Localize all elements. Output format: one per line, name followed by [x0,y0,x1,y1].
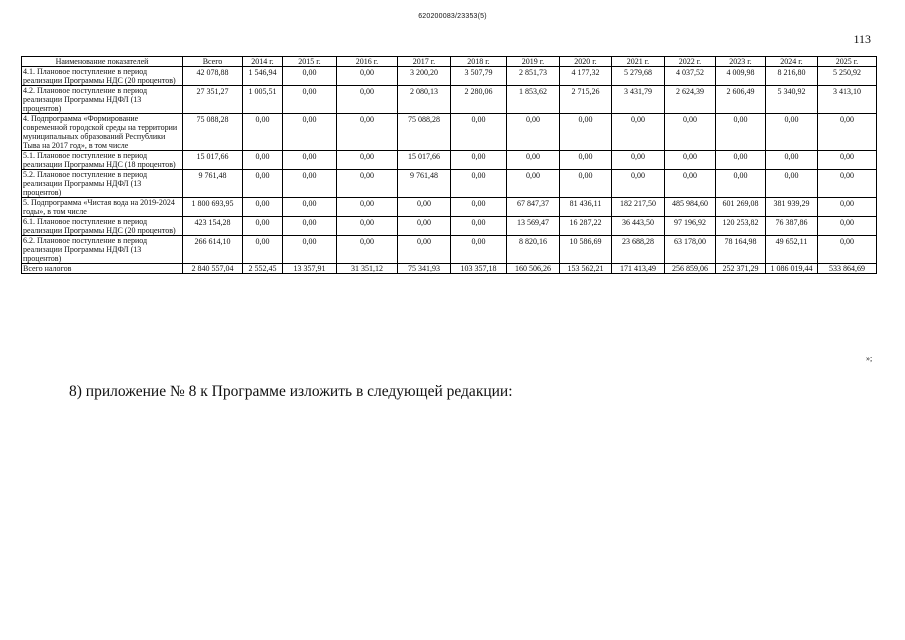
column-header: 2021 г. [612,57,665,67]
row-label: 5. Подпрограмма «Чистая вода на 2019-2024 годы», в том числе [22,198,183,217]
value-cell: 0,00 [337,67,398,86]
row-label: 6.1. Плановое поступление в период реализации Программы НДС (20 процентов) [22,217,183,236]
column-header: 2017 г. [398,57,451,67]
column-header: 2025 г. [818,57,877,67]
value-cell: 16 287,22 [560,217,612,236]
value-cell: 0,00 [337,114,398,151]
value-cell: 0,00 [283,151,337,170]
value-cell: 0,00 [243,170,283,198]
value-cell: 103 357,18 [451,264,507,274]
value-cell: 0,00 [243,236,283,264]
value-cell: 2 851,73 [507,67,560,86]
value-cell: 256 859,06 [665,264,716,274]
value-cell: 78 164,98 [716,236,766,264]
row-label: 4.2. Плановое поступление в период реализации Программы НДФЛ (13 процентов) [22,86,183,114]
value-cell: 0,00 [818,217,877,236]
value-cell: 0,00 [766,151,818,170]
value-cell: 5 340,92 [766,86,818,114]
column-header: 2018 г. [451,57,507,67]
value-cell: 2 715,26 [560,86,612,114]
value-cell: 75 088,28 [183,114,243,151]
table-row [22,198,877,217]
value-cell: 0,00 [283,217,337,236]
value-cell: 13 357,91 [283,264,337,274]
value-cell: 0,00 [283,86,337,114]
value-cell: 0,00 [337,217,398,236]
value-cell: 0,00 [451,170,507,198]
value-cell: 0,00 [612,114,665,151]
value-cell: 0,00 [451,114,507,151]
value-cell: 601 269,08 [716,198,766,217]
row-label: 6.2. Плановое поступление в период реализации Программы НДФЛ (13 процентов) [22,236,183,264]
value-cell: 0,00 [451,217,507,236]
value-cell: 0,00 [766,170,818,198]
closing-quote-mark: »; [866,354,873,363]
value-cell: 0,00 [243,151,283,170]
value-cell: 485 984,60 [665,198,716,217]
value-cell: 3 200,20 [398,67,451,86]
column-header: 2023 г. [716,57,766,67]
value-cell: 0,00 [398,236,451,264]
value-cell: 182 217,50 [612,198,665,217]
column-header: 2016 г. [337,57,398,67]
column-header: Всего [183,57,243,67]
value-cell: 120 253,82 [716,217,766,236]
column-header: 2024 г. [766,57,818,67]
value-cell: 3 507,79 [451,67,507,86]
value-cell: 1 086 019,44 [766,264,818,274]
value-cell: 8 216,80 [766,67,818,86]
value-cell: 0,00 [398,217,451,236]
value-cell: 0,00 [716,151,766,170]
value-cell: 160 506,26 [507,264,560,274]
value-cell: 2 606,49 [716,86,766,114]
value-cell: 0,00 [337,151,398,170]
value-cell: 0,00 [766,114,818,151]
document-code: 620200083/23353(5) [418,13,487,20]
table-body [22,67,877,274]
value-cell: 0,00 [337,86,398,114]
value-cell: 0,00 [665,151,716,170]
value-cell: 0,00 [818,114,877,151]
value-cell: 0,00 [507,151,560,170]
value-cell: 171 413,49 [612,264,665,274]
value-cell: 381 939,29 [766,198,818,217]
value-cell: 36 443,50 [612,217,665,236]
value-cell: 2 840 557,04 [183,264,243,274]
value-cell: 252 371,29 [716,264,766,274]
value-cell: 0,00 [716,114,766,151]
value-cell: 0,00 [665,114,716,151]
value-cell: 1 853,62 [507,86,560,114]
table-row [22,151,877,170]
value-cell: 15 017,66 [398,151,451,170]
value-cell: 9 761,48 [398,170,451,198]
value-cell: 0,00 [283,236,337,264]
column-header: 2015 г. [283,57,337,67]
value-cell: 0,00 [283,198,337,217]
row-label: 5.2. Плановое поступление в период реализации Программы НДФЛ (13 процентов) [22,170,183,198]
total-row [22,264,877,274]
value-cell: 5 279,68 [612,67,665,86]
value-cell: 0,00 [612,170,665,198]
value-cell: 10 586,69 [560,236,612,264]
value-cell: 0,00 [451,151,507,170]
value-cell: 0,00 [665,170,716,198]
value-cell: 75 088,28 [398,114,451,151]
value-cell: 0,00 [560,170,612,198]
value-cell: 31 351,12 [337,264,398,274]
table-row [22,217,877,236]
value-cell: 3 431,79 [612,86,665,114]
value-cell: 81 436,11 [560,198,612,217]
row-label: 5.1. Плановое поступление в период реализации Программы НДС (18 процентов) [22,151,183,170]
value-cell: 4 177,32 [560,67,612,86]
table-header-row [22,57,877,67]
value-cell: 42 078,88 [183,67,243,86]
column-header: Наименование показателей [22,57,183,67]
value-cell: 0,00 [283,114,337,151]
value-cell: 27 351,27 [183,86,243,114]
value-cell: 15 017,66 [183,151,243,170]
table-row [22,170,877,198]
page-number: 113 [853,32,871,46]
column-header: 2022 г. [665,57,716,67]
table-row [22,86,877,114]
value-cell: 2 080,13 [398,86,451,114]
value-cell: 97 196,92 [665,217,716,236]
column-header: 2014 г. [243,57,283,67]
value-cell: 0,00 [337,170,398,198]
row-label: 4. Подпрограмма «Формирование современной городской среды на территории муниципальных образований Республики Тыва на 2017 год», в том числе [22,114,183,151]
value-cell: 533 864,69 [818,264,877,274]
column-header: 2020 г. [560,57,612,67]
row-label: 4.1. Плановое поступление в период реализации Программы НДС (20 процентов) [22,67,183,86]
value-cell: 67 847,37 [507,198,560,217]
value-cell: 0,00 [716,170,766,198]
value-cell: 13 569,47 [507,217,560,236]
row-label: Всего налогов [22,264,183,274]
table-row [22,236,877,264]
amendment-paragraph: 8) приложение № 8 к Программе изложить в следующей редакции: [69,383,513,400]
value-cell: 0,00 [243,198,283,217]
value-cell: 23 688,28 [612,236,665,264]
value-cell: 63 178,00 [665,236,716,264]
value-cell: 153 562,21 [560,264,612,274]
value-cell: 5 250,92 [818,67,877,86]
value-cell: 0,00 [337,236,398,264]
table-row [22,114,877,151]
value-cell: 0,00 [818,170,877,198]
value-cell: 0,00 [612,151,665,170]
value-cell: 0,00 [560,114,612,151]
value-cell: 9 761,48 [183,170,243,198]
value-cell: 0,00 [507,114,560,151]
value-cell: 0,00 [243,114,283,151]
value-cell: 2 280,06 [451,86,507,114]
value-cell: 1 005,51 [243,86,283,114]
value-cell: 4 037,52 [665,67,716,86]
tax-revenue-table [21,56,877,274]
value-cell: 0,00 [398,198,451,217]
value-cell: 0,00 [507,170,560,198]
value-cell: 1 546,94 [243,67,283,86]
value-cell: 2 624,39 [665,86,716,114]
value-cell: 3 413,10 [818,86,877,114]
value-cell: 0,00 [818,151,877,170]
value-cell: 0,00 [451,236,507,264]
table-row [22,67,877,86]
value-cell: 0,00 [451,198,507,217]
value-cell: 0,00 [243,217,283,236]
value-cell: 75 341,93 [398,264,451,274]
value-cell: 0,00 [337,198,398,217]
value-cell: 49 652,11 [766,236,818,264]
value-cell: 0,00 [818,236,877,264]
value-cell: 0,00 [283,67,337,86]
value-cell: 266 614,10 [183,236,243,264]
value-cell: 8 820,16 [507,236,560,264]
value-cell: 1 800 693,95 [183,198,243,217]
value-cell: 2 552,45 [243,264,283,274]
value-cell: 423 154,28 [183,217,243,236]
value-cell: 4 009,98 [716,67,766,86]
value-cell: 0,00 [283,170,337,198]
value-cell: 0,00 [560,151,612,170]
value-cell: 0,00 [818,198,877,217]
value-cell: 76 387,86 [766,217,818,236]
column-header: 2019 г. [507,57,560,67]
